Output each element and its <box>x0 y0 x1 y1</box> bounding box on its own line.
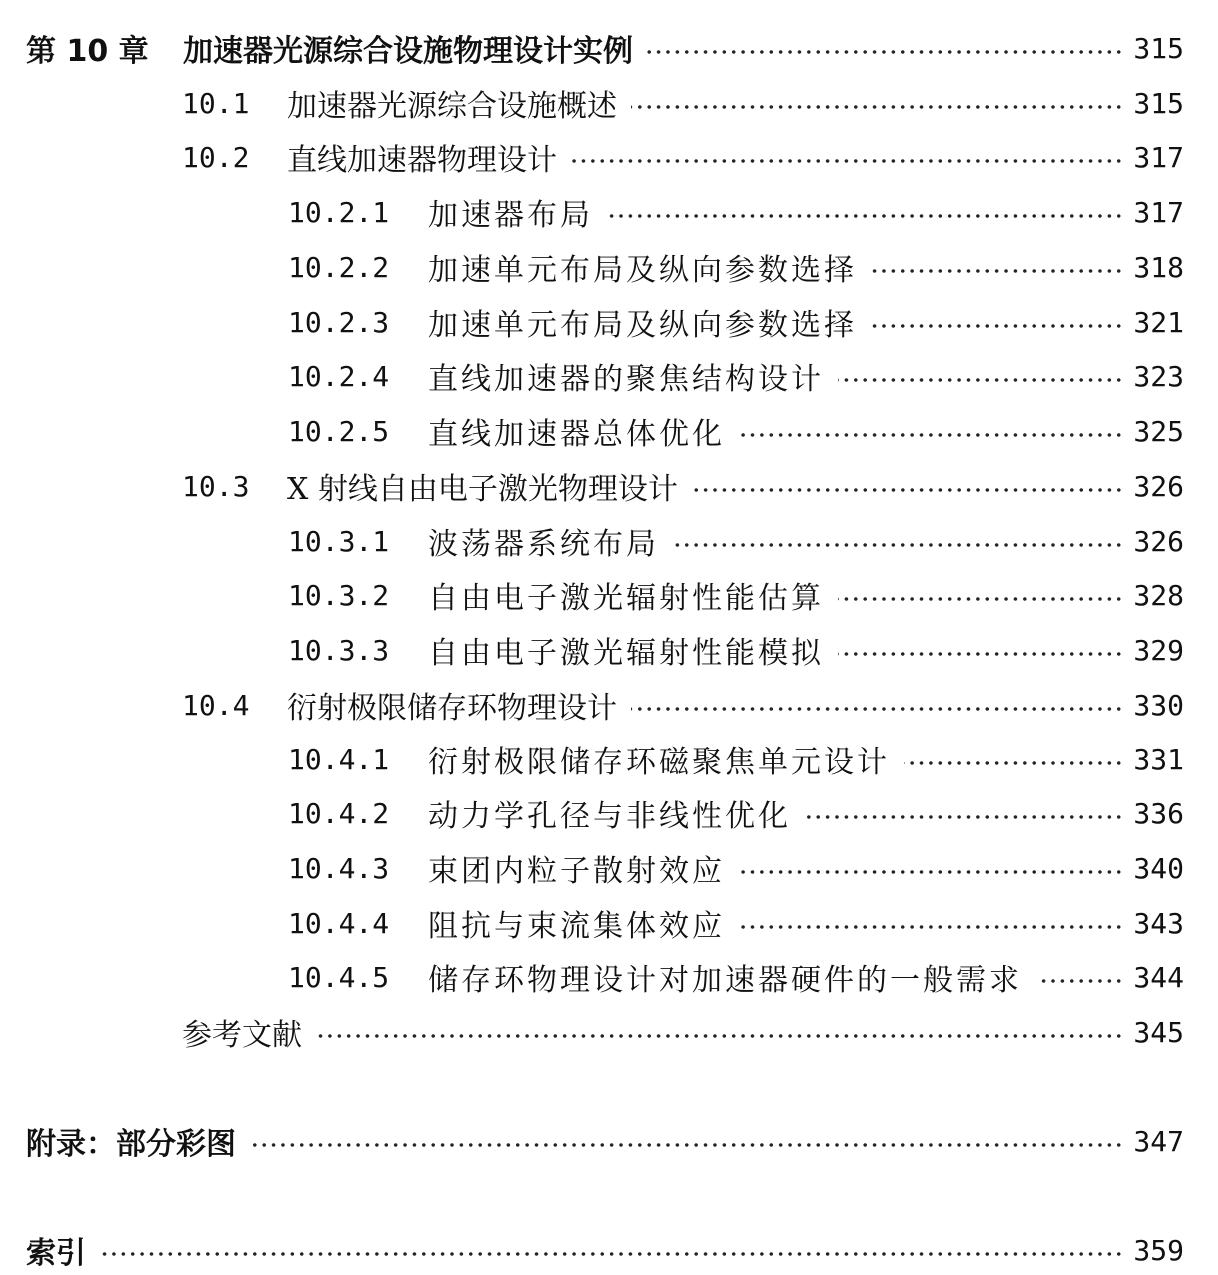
subsection-number: 10.4.4 <box>288 906 390 940</box>
dot-leader <box>838 597 1123 601</box>
subsection-title: 加速单元布局及纵向参数选择 <box>428 253 857 288</box>
subsection-title: 加速器布局 <box>428 198 593 233</box>
page-number: 315 <box>1133 86 1184 120</box>
page-number: 347 <box>1133 1124 1184 1158</box>
subsection-number: 10.3.3 <box>288 633 390 667</box>
dot-leader <box>739 870 1123 874</box>
subsection-title: 自由电子激光辐射性能估算 <box>428 581 824 616</box>
toc-subsection-10-2-1[interactable] <box>0 192 1218 232</box>
subsection-number: 10.4.5 <box>288 960 390 994</box>
subsection-title: 衍射极限储存环磁聚焦单元设计 <box>428 745 890 780</box>
toc-subsection-10-2-2[interactable] <box>0 247 1218 287</box>
toc-subsection-10-3-2[interactable] <box>0 575 1218 615</box>
subsection-number: 10.2.5 <box>288 414 390 448</box>
subsection-number: 10.4.3 <box>288 851 390 885</box>
page-number: 326 <box>1133 524 1184 558</box>
subsection-number: 10.2.4 <box>288 359 390 393</box>
dot-leader <box>100 1252 1123 1256</box>
dot-leader <box>673 543 1123 547</box>
dot-leader <box>692 488 1124 492</box>
subsection-number: 10.4.2 <box>288 796 390 830</box>
subsection-title: 直线加速器总体优化 <box>428 417 725 452</box>
chapter-title: 加速器光源综合设施物理设计实例 <box>183 34 633 69</box>
toc-subsection-10-2-4[interactable] <box>0 356 1218 396</box>
toc-subsection-10-2-3[interactable] <box>0 302 1218 342</box>
toc-section-10-4[interactable] <box>0 685 1218 725</box>
index-title: 索引 <box>26 1236 86 1271</box>
toc-subsection-10-4-3[interactable] <box>0 848 1218 888</box>
toc-subsection-10-4-5[interactable] <box>0 957 1218 997</box>
subsection-title: 直线加速器的聚焦结构设计 <box>428 362 824 397</box>
toc-references[interactable] <box>0 1012 1218 1052</box>
subsection-title: 波荡器系统布局 <box>428 527 659 562</box>
section-number: 10.3 <box>182 469 250 503</box>
page-number: 336 <box>1133 796 1184 830</box>
dot-leader <box>739 925 1123 929</box>
toc-section-10-2[interactable] <box>0 137 1218 177</box>
subsection-title: 加速单元布局及纵向参数选择 <box>428 308 857 343</box>
toc-chapter-10[interactable] <box>0 28 1218 68</box>
dot-leader <box>904 761 1123 765</box>
page-number: 323 <box>1133 359 1184 393</box>
chapter-number: 第 10 章 <box>26 34 149 69</box>
toc-subsection-10-4-1[interactable] <box>0 739 1218 779</box>
page-number: 330 <box>1133 688 1184 722</box>
toc-subsection-10-2-5[interactable] <box>0 411 1218 451</box>
page-number: 325 <box>1133 414 1184 448</box>
dot-leader <box>805 815 1123 819</box>
page-number: 315 <box>1133 31 1184 65</box>
page-number: 331 <box>1133 742 1184 776</box>
subsection-number: 10.3.2 <box>288 578 390 612</box>
toc-section-10-1[interactable] <box>0 83 1218 123</box>
dot-leader <box>631 105 1123 109</box>
toc-subsection-10-3-1[interactable] <box>0 521 1218 561</box>
section-number: 10.4 <box>182 688 250 722</box>
page-number: 317 <box>1133 195 1184 229</box>
section-number: 10.1 <box>182 86 250 120</box>
dot-leader <box>1036 979 1123 983</box>
page-number: 321 <box>1133 305 1184 339</box>
dot-leader <box>607 214 1123 218</box>
toc-subsection-10-3-3[interactable] <box>0 630 1218 670</box>
section-number: 10.2 <box>182 140 250 174</box>
page-number: 359 <box>1133 1233 1184 1267</box>
dot-leader <box>250 1143 1123 1147</box>
appendix-title: 附录：部分彩图 <box>26 1127 236 1162</box>
section-title: 直线加速器物理设计 <box>287 143 557 178</box>
dot-leader <box>838 378 1123 382</box>
dot-leader <box>571 159 1123 163</box>
page-number: 326 <box>1133 469 1184 503</box>
page-number: 345 <box>1133 1015 1184 1049</box>
dot-leader <box>838 652 1123 656</box>
toc-appendix[interactable] <box>0 1121 1218 1161</box>
subsection-number: 10.4.1 <box>288 742 390 776</box>
subsection-title: 自由电子激光辐射性能模拟 <box>428 636 824 671</box>
dot-leader <box>631 707 1123 711</box>
subsection-title: 动力学孔径与非线性优化 <box>428 799 791 834</box>
section-title: X 射线自由电子激光物理设计 <box>287 472 678 507</box>
page-number: 343 <box>1133 906 1184 940</box>
page-number: 317 <box>1133 140 1184 174</box>
page-number: 340 <box>1133 851 1184 885</box>
toc-subsection-10-4-2[interactable] <box>0 793 1218 833</box>
subsection-title: 束团内粒子散射效应 <box>428 854 725 889</box>
dot-leader <box>316 1034 1123 1038</box>
dot-leader <box>871 324 1123 328</box>
page-number: 344 <box>1133 960 1184 994</box>
toc-subsection-10-4-4[interactable] <box>0 903 1218 943</box>
dot-leader <box>739 433 1123 437</box>
references-title: 参考文献 <box>182 1018 302 1053</box>
section-title: 加速器光源综合设施概述 <box>287 89 617 124</box>
page-number: 329 <box>1133 633 1184 667</box>
page-number: 328 <box>1133 578 1184 612</box>
subsection-number: 10.2.2 <box>288 250 390 284</box>
subsection-title: 储存环物理设计对加速器硬件的一般需求 <box>428 963 1022 998</box>
dot-leader <box>871 269 1123 273</box>
subsection-number: 10.2.3 <box>288 305 390 339</box>
section-title: 衍射极限储存环物理设计 <box>287 691 617 726</box>
subsection-number: 10.3.1 <box>288 524 390 558</box>
dot-leader <box>647 50 1123 54</box>
subsection-number: 10.2.1 <box>288 195 390 229</box>
toc-section-10-3[interactable] <box>0 466 1218 506</box>
page-number: 318 <box>1133 250 1184 284</box>
subsection-title: 阻抗与束流集体效应 <box>428 909 725 944</box>
toc-index[interactable] <box>0 1230 1218 1270</box>
